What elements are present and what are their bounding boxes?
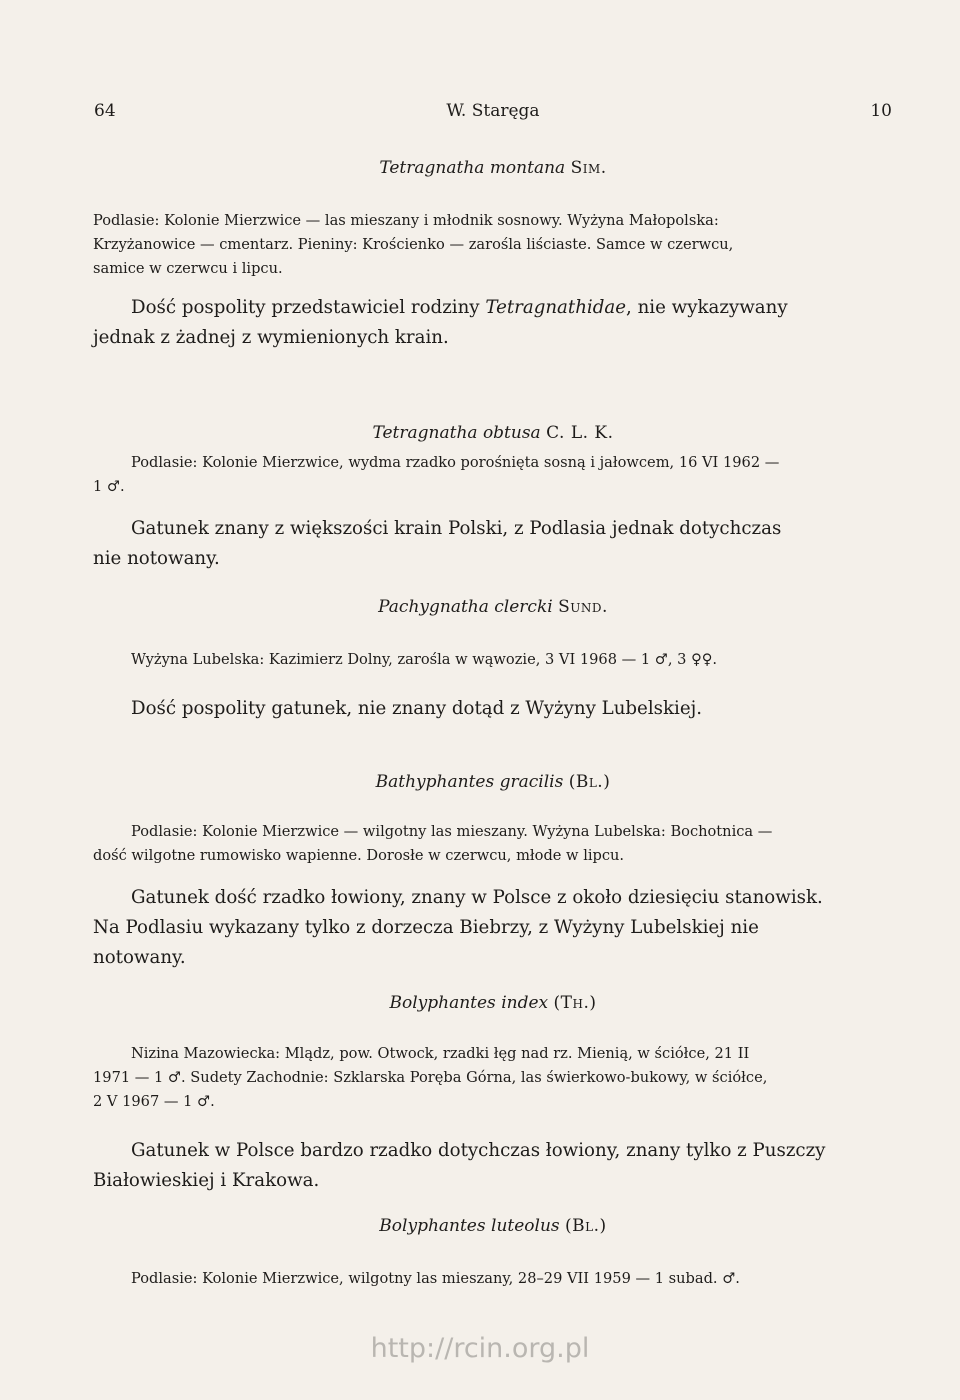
species-authority: C. L. K. [546,423,614,443]
record-line: Podlasie: Kolonie Mierzwice — wilgotny las mieszany. Wyżyna Lubelska: Bochotnica — [131,823,773,840]
species-name: obtusa [482,423,541,443]
species-authority: Sund. [558,597,608,617]
comment-line: Dość pospolity przedstawiciel rodziny Tetragnathidae, nie wykazywany [131,297,788,318]
record-paragraph [93,1267,893,1291]
watermark-url: http://rcin.org.pl [370,1333,590,1364]
record-line: 1 ♂. [93,478,125,495]
comment-line: Dość pospolity gatunek, nie znany dotąd z Wyżyny Lubelskiej. [131,698,702,719]
species-name: index [501,993,549,1013]
record-line: Podlasie: Kolonie Mierzwice — las mieszany i młodnik sosnowy. Wyżyna Małopolska: [93,212,719,229]
species-heading [93,1216,893,1236]
record-line: Wyżyna Lubelska: Kazimierz Dolny, zarośla w wąwozie, 3 VI 1968 — 1 ♂, 3 ♀♀. [131,651,718,668]
record-paragraph [93,209,893,281]
running-header [94,101,892,125]
comment-paragraph [93,1136,893,1196]
section-number: 10 [870,101,892,121]
comment-line: Gatunek znany z większości krain Polski, z Podlasia jednak dotychczas [131,518,782,539]
genus-name: Tetragnatha [379,158,485,178]
comment-line: Białowieskiej i Krakowa. [93,1170,320,1191]
comment-line: Gatunek w Polsce bardzo rzadko dotychczas łowiony, znany tylko z Puszczy [131,1140,826,1161]
comment-paragraph [93,514,893,574]
species-authority: (Bl.) [568,772,611,792]
genus-name: Pachygnatha [378,597,489,617]
species-name: clercki [494,597,553,617]
record-line: Podlasie: Kolonie Mierzwice, wilgotny las mieszany, 28–29 VII 1959 — 1 subad. ♂. [131,1270,740,1287]
genus-name: Bathyphantes [375,772,495,792]
species-authority: (Th.) [553,993,597,1013]
species-name: montana [489,158,566,178]
record-paragraph [93,648,893,672]
species-authority: Sim. [570,158,607,178]
record-line: 1971 — 1 ♂. Sudety Zachodnie: Szklarska Poręba Górna, las świerkowo-bukowy, w ściółce, [93,1069,768,1086]
record-line: samice w czerwcu i lipcu. [93,260,283,277]
record-line: dość wilgotne rumowisko wapienne. Dorosłe w czerwcu, młode w lipcu. [93,847,625,864]
record-line: Podlasie: Kolonie Mierzwice, wydma rzadko porośnięta sosną i jałowcem, 16 VI 1962 — [131,454,780,471]
species-heading [93,158,893,178]
running-author: W. Staręga [446,101,540,121]
comment-line: Na Podlasiu wykazany tylko z dorzecza Biebrzy, z Wyżyny Lubelskiej nie [93,917,759,938]
comment-line: jednak z żadnej z wymienionych krain. [93,327,449,348]
comment-line: Gatunek dość rzadko łowiony, znany w Polsce z około dziesięciu stanowisk. [131,887,823,908]
species-heading [93,993,893,1013]
record-line: Nizina Mazowiecka: Mlądz, pow. Otwock, rzadki łęg nad rz. Mienią, w ściółce, 21 II [131,1045,750,1062]
comment-paragraph [93,694,893,724]
comment-paragraph [93,293,893,353]
record-line: 2 V 1967 — 1 ♂. [93,1093,215,1110]
species-name: luteolus [491,1216,560,1236]
comment-paragraph [93,883,893,973]
genus-name: Tetragnatha [372,423,478,443]
page-number: 64 [94,101,116,121]
record-paragraph [93,1042,893,1114]
species-name: gracilis [499,772,564,792]
species-heading [93,772,893,792]
species-heading [93,423,893,443]
record-paragraph [93,451,893,499]
genus-name: Bolyphantes [379,1216,486,1236]
comment-line: notowany. [93,947,186,968]
record-paragraph [93,820,893,868]
comment-line: nie notowany. [93,548,220,569]
species-heading [93,597,893,617]
genus-name: Bolyphantes [389,993,496,1013]
species-authority: (Bl.) [565,1216,607,1236]
record-line: Krzyżanowice — cmentarz. Pieniny: Krościenko — zarośla liściaste. Samce w czerwcu, [93,236,734,253]
